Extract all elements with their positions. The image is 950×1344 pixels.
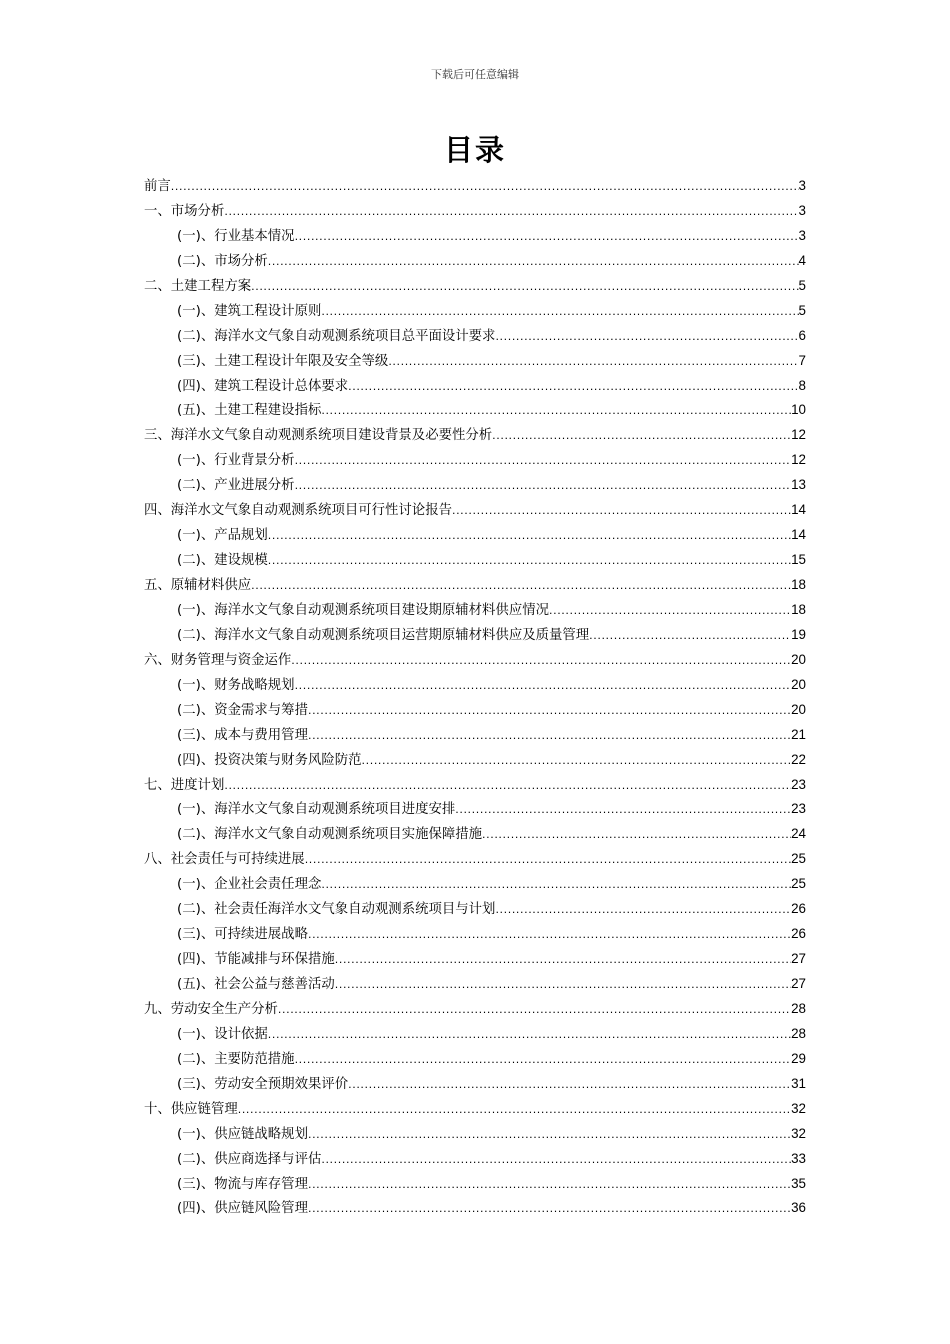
dot-leader bbox=[549, 599, 791, 623]
toc-entry-page-number: 5 bbox=[798, 277, 806, 293]
toc-subentry[interactable] bbox=[144, 473, 806, 498]
toc-entry-page-number: 3 bbox=[798, 227, 806, 243]
dot-leader bbox=[268, 549, 791, 573]
dot-leader bbox=[321, 300, 798, 324]
toc-entry-label: (四)、建筑工程设计总体要求 bbox=[177, 378, 349, 394]
toc-entry-page-number: 27 bbox=[791, 976, 806, 991]
toc-entry-label: 二、土建工程方案 bbox=[144, 278, 252, 294]
dot-leader bbox=[452, 499, 791, 523]
toc-entry-page-number: 18 bbox=[791, 577, 806, 592]
toc-subentry[interactable] bbox=[144, 1196, 806, 1221]
dot-leader bbox=[308, 724, 791, 748]
toc-subentry[interactable] bbox=[144, 548, 806, 573]
dot-leader bbox=[495, 325, 798, 349]
toc-subentry[interactable] bbox=[144, 972, 806, 997]
toc-entry-page-number: 25 bbox=[791, 876, 806, 892]
toc-subentry[interactable] bbox=[144, 897, 806, 922]
toc-entry-page-number: 3 bbox=[798, 202, 806, 218]
toc-entry-page-number: 28 bbox=[791, 1025, 806, 1041]
toc-entry-label: (一)、产品规划 bbox=[177, 528, 268, 544]
toc-subentry[interactable] bbox=[144, 698, 806, 723]
toc-entry-page-number: 32 bbox=[791, 1125, 806, 1141]
toc-subentry[interactable] bbox=[144, 324, 806, 349]
toc-subentry[interactable] bbox=[144, 872, 806, 897]
toc-subentry[interactable] bbox=[144, 598, 806, 623]
toc-entry[interactable] bbox=[144, 274, 806, 299]
page-title: 目录 bbox=[443, 133, 506, 167]
dot-leader bbox=[268, 1023, 791, 1047]
dot-leader bbox=[321, 399, 791, 423]
toc-entry-page-number: 22 bbox=[791, 751, 806, 767]
toc-entry-label: 五、原辅材料供应 bbox=[144, 578, 252, 593]
dot-leader bbox=[495, 898, 791, 922]
toc-entry-page-number: 21 bbox=[791, 726, 806, 742]
toc-entry-page-number: 14 bbox=[791, 527, 806, 543]
toc-entry[interactable] bbox=[144, 648, 806, 673]
dot-leader bbox=[238, 1098, 791, 1122]
dot-leader bbox=[295, 449, 792, 473]
toc-entry[interactable] bbox=[144, 773, 806, 798]
toc-entry-page-number: 33 bbox=[791, 1150, 806, 1166]
toc-entry[interactable] bbox=[144, 997, 806, 1022]
toc-entry-page-number: 10 bbox=[791, 402, 806, 418]
toc-entry-label: 六、财务管理与资金运作 bbox=[144, 652, 292, 668]
toc-subentry[interactable] bbox=[144, 448, 806, 473]
toc-subentry[interactable] bbox=[144, 748, 806, 773]
dot-leader bbox=[295, 225, 799, 249]
toc-entry-label: (一)、海洋水文气象自动观测系统项目建设期原辅材料供应情况 bbox=[177, 602, 549, 618]
toc-subentry[interactable] bbox=[144, 1072, 806, 1097]
toc-entry-label: (一)、财务战略规划 bbox=[177, 677, 295, 693]
toc-entry-label: 三、海洋水文气象自动观测系统项目建设背景及必要性分析 bbox=[144, 428, 493, 444]
dot-leader bbox=[171, 175, 799, 199]
table-of-contents bbox=[144, 174, 806, 1221]
toc-subentry[interactable] bbox=[144, 1122, 806, 1147]
dot-leader bbox=[348, 1073, 791, 1097]
toc-entry-label: (四)、投资决策与财务风险防范 bbox=[177, 752, 362, 768]
toc-entry-label: (二)、资金需求与筹措 bbox=[177, 702, 308, 718]
toc-entry-label: (一)、行业背景分析 bbox=[177, 453, 295, 469]
toc-subentry[interactable] bbox=[144, 922, 806, 947]
toc-entry-label: (一)、建筑工程设计原则 bbox=[177, 303, 322, 319]
toc-entry-page-number: 5 bbox=[798, 302, 806, 318]
toc-entry-label: 九、劳动安全生产分析 bbox=[144, 1001, 278, 1017]
dot-leader bbox=[455, 798, 791, 822]
toc-entry-page-number: 25 bbox=[791, 851, 806, 867]
toc-entry-page-number: 20 bbox=[791, 651, 806, 667]
toc-subentry[interactable] bbox=[144, 797, 806, 822]
toc-entry[interactable] bbox=[144, 174, 806, 199]
toc-entry-label: (二)、主要防范措施 bbox=[177, 1051, 295, 1067]
toc-entry-page-number: 15 bbox=[791, 552, 806, 568]
toc-entry-label: (二)、建设规模 bbox=[177, 553, 268, 569]
toc-subentry[interactable] bbox=[144, 398, 806, 423]
toc-entry-page-number: 4 bbox=[798, 252, 806, 268]
toc-entry-page-number: 23 bbox=[791, 776, 806, 792]
toc-entry-page-number: 7 bbox=[798, 352, 806, 368]
dot-leader bbox=[589, 624, 791, 648]
toc-subentry[interactable] bbox=[144, 1022, 806, 1047]
toc-entry-page-number: 12 bbox=[791, 427, 806, 443]
dot-leader bbox=[321, 1148, 791, 1172]
dot-leader bbox=[482, 823, 791, 847]
toc-entry-page-number: 6 bbox=[798, 327, 806, 343]
toc-entry-label: 前言 bbox=[144, 179, 171, 194]
dot-leader bbox=[278, 998, 791, 1022]
toc-entry-page-number: 35 bbox=[791, 1175, 806, 1191]
toc-entry-label: (三)、成本与费用管理 bbox=[177, 727, 308, 743]
toc-entry-label: (一)、海洋水文气象自动观测系统项目进度安排 bbox=[177, 802, 456, 818]
toc-entry-page-number: 28 bbox=[791, 1000, 806, 1016]
dot-leader bbox=[308, 923, 791, 947]
toc-entry[interactable] bbox=[144, 573, 806, 598]
dot-leader bbox=[348, 375, 798, 399]
toc-entry-page-number: 19 bbox=[791, 626, 806, 642]
toc-entry[interactable] bbox=[144, 498, 806, 523]
toc-entry-page-number: 20 bbox=[791, 701, 806, 717]
dot-leader bbox=[321, 873, 791, 897]
toc-entry-label: (四)、供应链风险管理 bbox=[177, 1201, 308, 1217]
toc-entry-label: (三)、物流与库存管理 bbox=[177, 1176, 308, 1192]
toc-subentry[interactable] bbox=[144, 1047, 806, 1072]
toc-entry-label: (一)、企业社会责任理念 bbox=[177, 877, 322, 893]
toc-subentry[interactable] bbox=[144, 723, 806, 748]
dot-leader bbox=[308, 1197, 791, 1221]
toc-entry[interactable] bbox=[144, 1097, 806, 1122]
dot-leader bbox=[224, 200, 798, 224]
toc-entry-page-number: 23 bbox=[791, 801, 806, 817]
toc-entry-label: (二)、海洋水文气象自动观测系统项目运营期原辅材料供应及质量管理 bbox=[177, 627, 590, 643]
toc-subentry[interactable] bbox=[144, 224, 806, 249]
dot-leader bbox=[295, 474, 792, 498]
toc-entry-page-number: 26 bbox=[791, 901, 806, 917]
dot-leader bbox=[295, 674, 792, 698]
toc-entry-page-number: 14 bbox=[791, 502, 806, 518]
toc-subentry[interactable] bbox=[144, 623, 806, 648]
toc-entry-label: 一、市场分析 bbox=[144, 203, 225, 219]
toc-entry-page-number: 36 bbox=[791, 1200, 806, 1216]
dot-leader bbox=[492, 424, 791, 448]
toc-entry-label: (一)、供应链战略规划 bbox=[177, 1126, 308, 1142]
toc-subentry[interactable] bbox=[144, 1147, 806, 1172]
toc-entry-label: (五)、社会公益与慈善活动 bbox=[177, 977, 335, 992]
toc-entry-page-number: 31 bbox=[791, 1075, 806, 1091]
toc-entry-label: (三)、可持续进展战略 bbox=[177, 927, 308, 943]
toc-entry-label: (一)、行业基本情况 bbox=[177, 228, 295, 244]
toc-entry-label: 四、海洋水文气象自动观测系统项目可行性讨论报告 bbox=[144, 503, 452, 519]
toc-subentry[interactable] bbox=[144, 374, 806, 399]
toc-entry-label: 七、进度计划 bbox=[144, 777, 225, 793]
toc-subentry[interactable] bbox=[144, 947, 806, 972]
toc-entry-label: (三)、土建工程设计年限及安全等级 bbox=[177, 353, 389, 369]
toc-entry-page-number: 18 bbox=[791, 601, 806, 617]
toc-entry-label: (四)、节能减排与环保措施 bbox=[177, 952, 335, 968]
toc-entry[interactable] bbox=[144, 423, 806, 448]
toc-subentry[interactable] bbox=[144, 299, 806, 324]
toc-subentry[interactable] bbox=[144, 249, 806, 274]
dot-leader bbox=[224, 774, 791, 798]
dot-leader bbox=[308, 1173, 791, 1197]
toc-entry-page-number: 3 bbox=[798, 178, 806, 193]
dot-leader bbox=[251, 275, 798, 299]
header-note: 下载后可任意编辑 bbox=[431, 68, 519, 81]
dot-leader bbox=[362, 749, 792, 773]
dot-leader bbox=[291, 649, 791, 673]
toc-subentry[interactable] bbox=[144, 523, 806, 548]
toc-entry-label: (二)、社会责任海洋水文气象自动观测系统项目与计划 bbox=[177, 902, 496, 918]
toc-entry-page-number: 13 bbox=[791, 477, 806, 493]
toc-subentry[interactable] bbox=[144, 673, 806, 698]
toc-entry-label: (二)、产业进展分析 bbox=[177, 478, 295, 494]
toc-entry-label: (二)、供应商选择与评估 bbox=[177, 1151, 322, 1167]
dot-leader bbox=[305, 848, 791, 872]
toc-entry-page-number: 26 bbox=[791, 926, 806, 942]
toc-entry-page-number: 29 bbox=[791, 1050, 806, 1066]
dot-leader bbox=[388, 350, 798, 374]
toc-entry-label: (二)、海洋水文气象自动观测系统项目实施保障措施 bbox=[177, 827, 483, 843]
dot-leader bbox=[308, 699, 791, 723]
toc-entry-label: (三)、劳动安全预期效果评价 bbox=[177, 1076, 349, 1092]
dot-leader bbox=[268, 524, 791, 548]
toc-entry-label: (二)、市场分析 bbox=[177, 253, 268, 269]
toc-entry-page-number: 12 bbox=[791, 452, 806, 468]
dot-leader bbox=[295, 1048, 792, 1072]
toc-entry-page-number: 32 bbox=[791, 1100, 806, 1116]
toc-entry-page-number: 20 bbox=[791, 676, 806, 692]
toc-entry-label: 十、供应链管理 bbox=[144, 1101, 238, 1117]
toc-entry-label: (一)、设计依据 bbox=[177, 1026, 268, 1042]
dot-leader bbox=[308, 1123, 791, 1147]
dot-leader bbox=[251, 574, 791, 598]
dot-leader bbox=[335, 948, 791, 972]
toc-subentry[interactable] bbox=[144, 1172, 806, 1197]
toc-entry-label: (五)、土建工程建设指标 bbox=[177, 403, 322, 419]
toc-entry-page-number: 8 bbox=[798, 377, 806, 393]
toc-subentry[interactable] bbox=[144, 822, 806, 847]
toc-entry-page-number: 24 bbox=[791, 826, 806, 842]
toc-entry[interactable] bbox=[144, 847, 806, 872]
dot-leader bbox=[335, 973, 791, 997]
toc-entry-page-number: 27 bbox=[791, 951, 806, 967]
toc-entry-label: (二)、海洋水文气象自动观测系统项目总平面设计要求 bbox=[177, 328, 496, 344]
toc-entry-label: 八、社会责任与可持续进展 bbox=[144, 852, 305, 868]
toc-entry[interactable] bbox=[144, 199, 806, 224]
dot-leader bbox=[268, 250, 799, 274]
toc-subentry[interactable] bbox=[144, 349, 806, 374]
